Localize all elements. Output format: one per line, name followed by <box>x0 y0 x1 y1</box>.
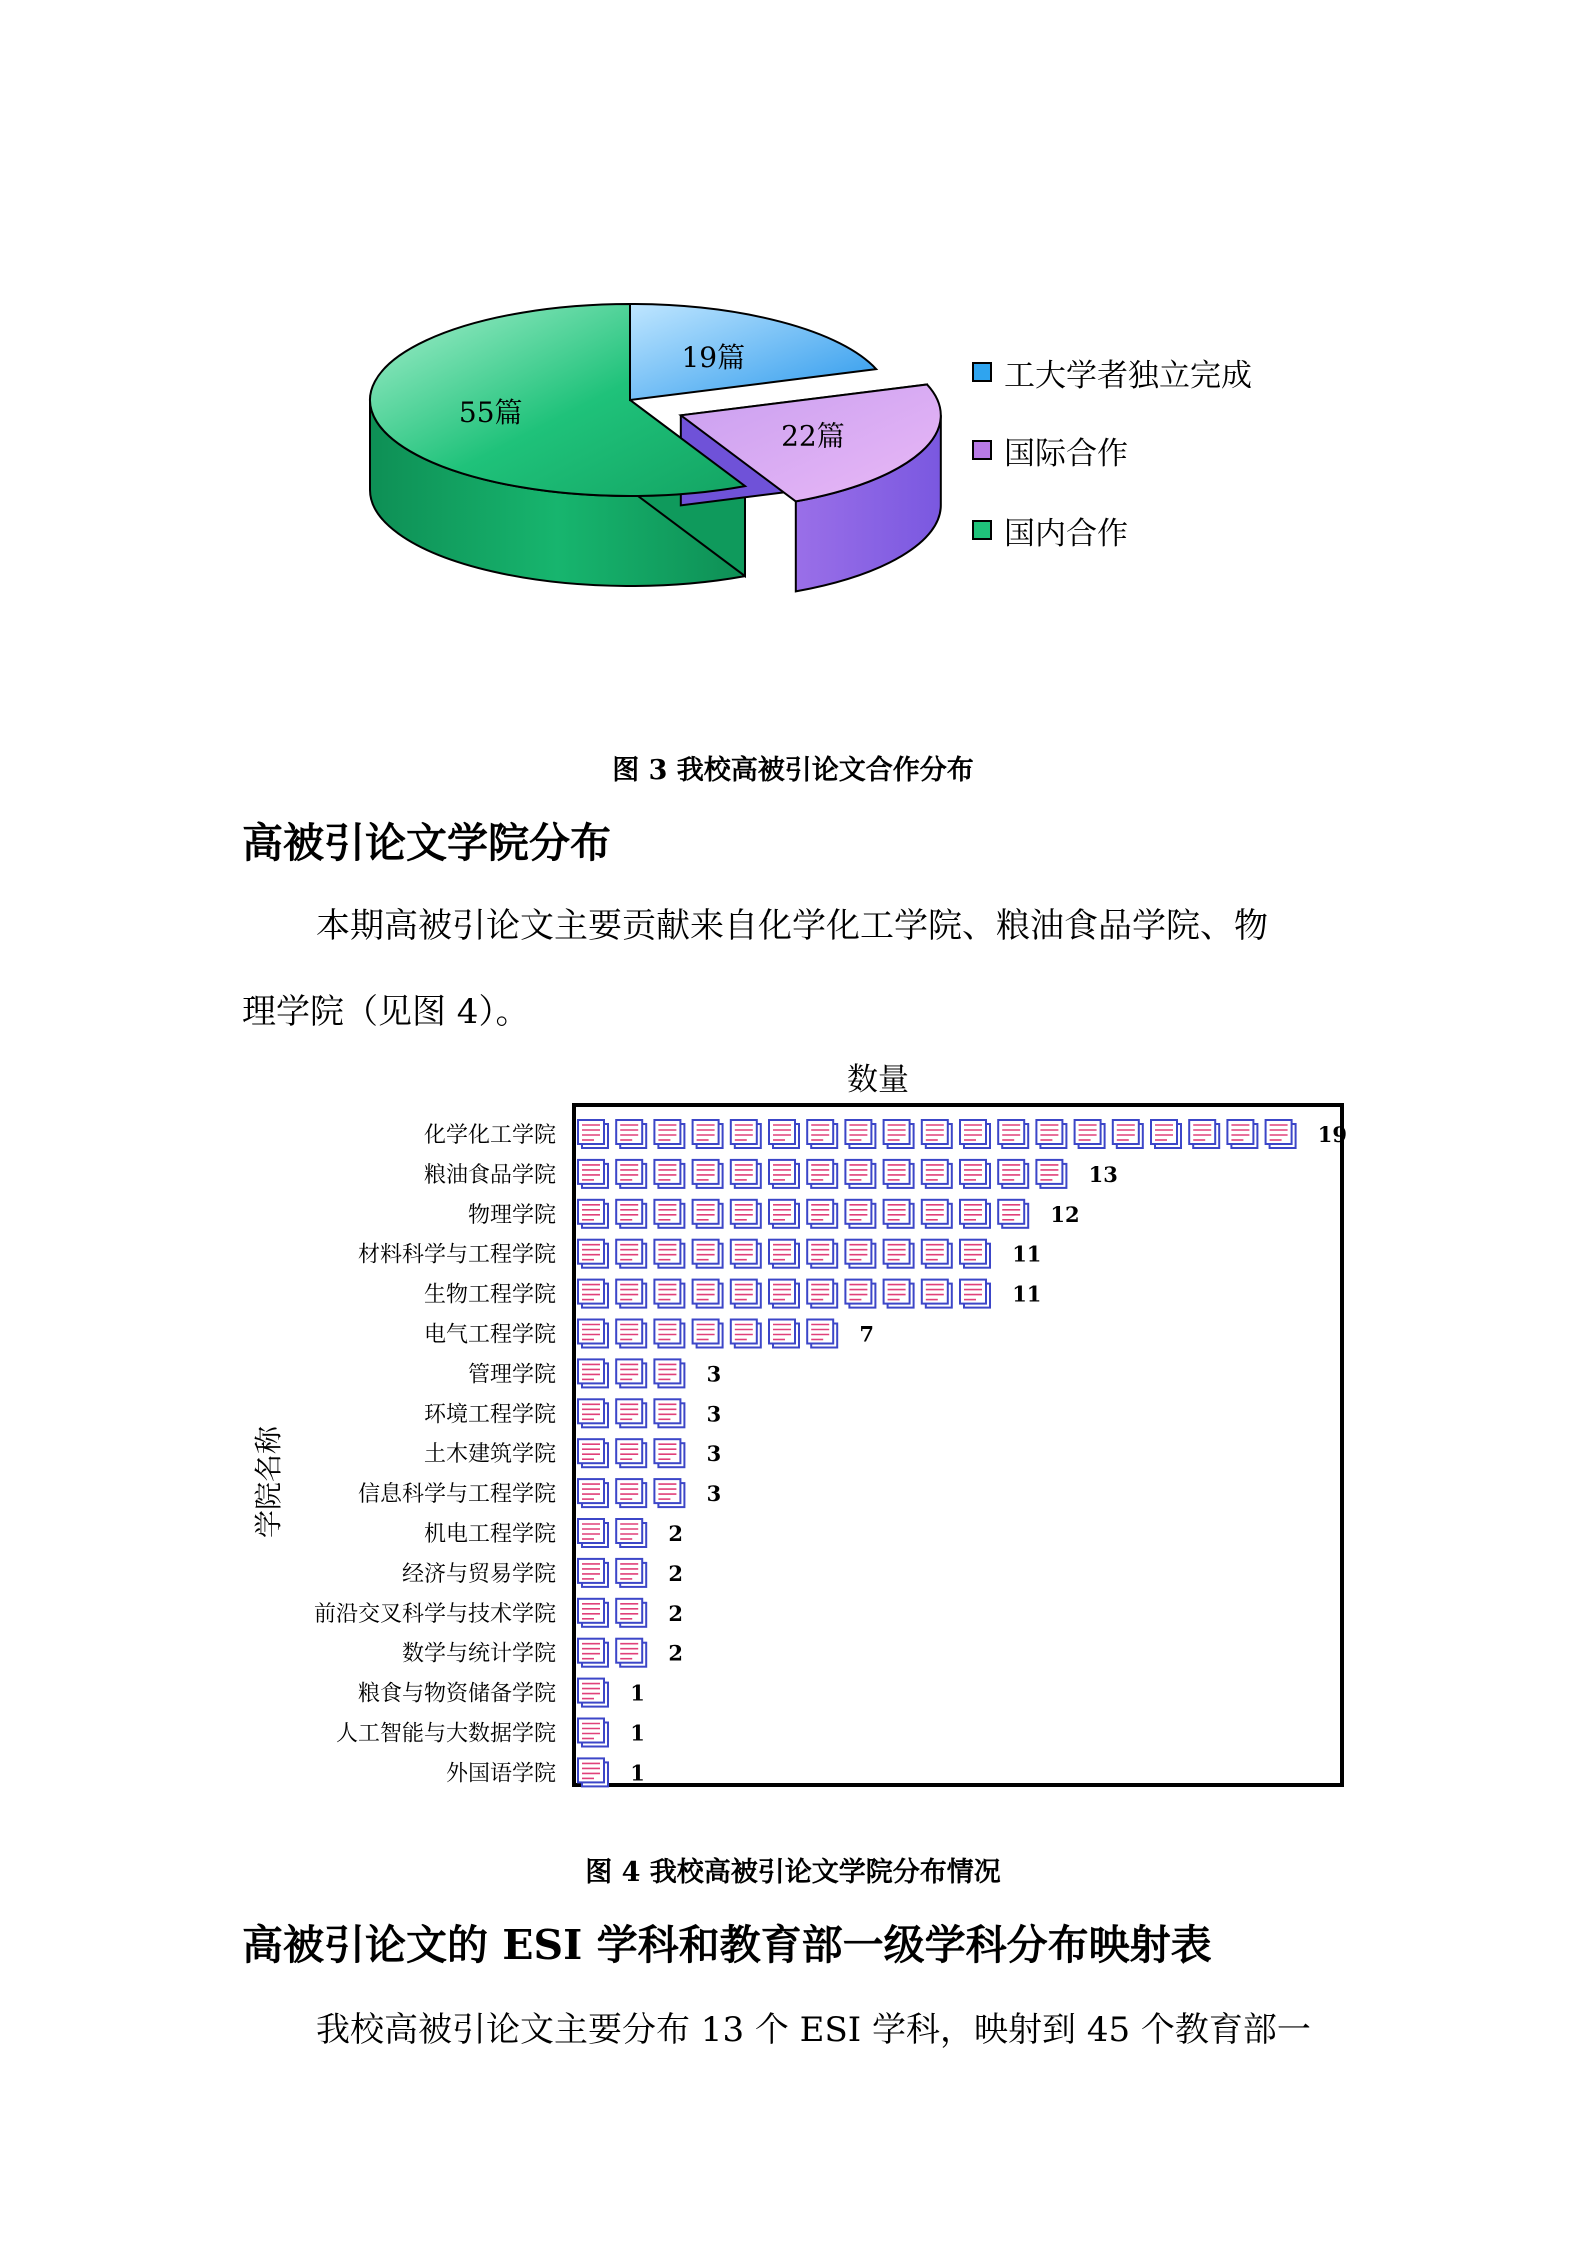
document-icon <box>693 1160 723 1188</box>
bar <box>578 1519 646 1547</box>
document-icon <box>845 1120 875 1148</box>
document-icon <box>807 1160 837 1188</box>
college-bar-chart <box>0 1050 1586 1800</box>
document-icon <box>578 1200 608 1228</box>
document-icon <box>616 1439 646 1467</box>
bar <box>578 1120 1296 1148</box>
document-icon <box>769 1160 799 1188</box>
paragraph-esi-line-1: 我校高被引论文主要分布 13 个 ESI 学科，映射到 45 个教育部一 <box>316 2010 1311 2050</box>
pie-data-label: 55篇 <box>458 395 523 429</box>
figure4-caption: 图 4 我校高被引论文学院分布情况 <box>585 1857 1001 1888</box>
document-icon <box>998 1160 1028 1188</box>
data-label: 3 <box>706 1481 722 1507</box>
category-label: 材料科学与工程学院 <box>357 1242 556 1268</box>
bar <box>578 1758 608 1786</box>
bar-row <box>424 1120 1347 1148</box>
document-icon <box>845 1160 875 1188</box>
data-label: 1 <box>630 1760 645 1786</box>
pie-slice-0 <box>630 304 876 400</box>
document-icon <box>807 1240 837 1268</box>
document-icon <box>769 1280 799 1308</box>
document-icon <box>998 1200 1028 1228</box>
document-icon <box>1151 1120 1181 1148</box>
document-icon <box>693 1120 723 1148</box>
document-icon <box>807 1280 837 1308</box>
document-icon <box>884 1240 914 1268</box>
document-icon <box>578 1399 608 1427</box>
bar <box>578 1280 990 1308</box>
document-icon <box>884 1200 914 1228</box>
document-icon <box>578 1479 608 1507</box>
document-icon <box>654 1479 684 1507</box>
paragraph-line-1: 本期高被引论文主要贡献来自化学化工学院、粮油食品学院、物 <box>316 906 1268 946</box>
category-label: 粮食与物资储备学院 <box>357 1681 556 1707</box>
category-label: 人工智能与大数据学院 <box>335 1721 556 1747</box>
data-label: 12 <box>1050 1201 1080 1227</box>
data-label: 3 <box>706 1401 722 1427</box>
document-icon <box>616 1479 646 1507</box>
document-icon <box>616 1240 646 1268</box>
category-label: 数学与统计学院 <box>401 1641 556 1667</box>
bar <box>578 1599 646 1627</box>
document-icon <box>578 1280 608 1308</box>
document-icon <box>960 1280 990 1308</box>
document-icon <box>960 1120 990 1148</box>
document-icon <box>1266 1120 1296 1148</box>
plot-frame <box>574 1105 1342 1785</box>
document-icon <box>731 1320 761 1348</box>
section-heading-esi: 高被引论文的 ESI 学科和教育部一级学科分布映射表 <box>242 1921 1212 1969</box>
document-icon <box>769 1240 799 1268</box>
document-icon <box>845 1280 875 1308</box>
pie-slices <box>370 304 941 591</box>
data-label: 1 <box>630 1720 645 1746</box>
document-icon <box>616 1519 646 1547</box>
document-icon <box>769 1120 799 1148</box>
bar-row <box>424 1160 1118 1188</box>
bar-row <box>336 1719 645 1747</box>
bar <box>578 1240 990 1268</box>
document-icon <box>960 1200 990 1228</box>
document-icon <box>654 1399 684 1427</box>
document-icon <box>807 1200 837 1228</box>
document-icon <box>731 1200 761 1228</box>
document-icon <box>922 1160 952 1188</box>
legend-swatch-green <box>972 520 992 540</box>
legend-label-independent: 工大学者独立完成 <box>1004 357 1252 394</box>
document-icon <box>616 1599 646 1627</box>
bar-row <box>424 1320 874 1348</box>
document-icon <box>616 1639 646 1667</box>
bar <box>578 1479 684 1507</box>
legend-swatch-blue <box>972 362 992 382</box>
document-icon <box>884 1280 914 1308</box>
document-icon <box>654 1280 684 1308</box>
legend-label-international: 国际合作 <box>1004 435 1128 472</box>
document-icon <box>578 1559 608 1587</box>
document-icon <box>693 1200 723 1228</box>
figure3-caption: 图 3 我校高被引论文合作分布 <box>612 755 974 786</box>
document-icon <box>654 1200 684 1228</box>
data-label: 2 <box>668 1640 684 1666</box>
document-icon <box>578 1599 608 1627</box>
document-icon <box>616 1359 646 1387</box>
bars <box>314 1120 1347 1786</box>
document-icon <box>922 1280 952 1308</box>
document-icon <box>731 1240 761 1268</box>
document-icon <box>884 1120 914 1148</box>
document-icon <box>693 1240 723 1268</box>
data-label: 1 <box>630 1680 645 1706</box>
document-icon <box>578 1639 608 1667</box>
category-label: 经济与贸易学院 <box>401 1561 556 1587</box>
category-label: 外国语学院 <box>445 1761 556 1787</box>
data-label: 2 <box>668 1600 684 1626</box>
bar <box>578 1439 684 1467</box>
bar <box>578 1679 608 1707</box>
category-label: 管理学院 <box>467 1362 556 1388</box>
legend-item-domestic <box>972 510 1128 550</box>
bar-row <box>468 1200 1080 1228</box>
document-icon <box>654 1240 684 1268</box>
document-icon <box>731 1120 761 1148</box>
document-icon <box>578 1679 608 1707</box>
category-label: 机电工程学院 <box>423 1522 556 1547</box>
document-icon <box>616 1160 646 1188</box>
category-label: 粮油食品学院 <box>423 1162 556 1188</box>
data-label: 3 <box>706 1361 722 1387</box>
bar <box>578 1559 646 1587</box>
bar-row <box>358 1479 721 1507</box>
document-icon <box>769 1320 799 1348</box>
category-label: 土木建筑学院 <box>423 1442 556 1468</box>
data-label: 13 <box>1088 1161 1118 1187</box>
document-icon <box>654 1320 684 1348</box>
document-icon <box>578 1758 608 1786</box>
bar-row <box>424 1280 1041 1308</box>
data-label: 3 <box>706 1441 722 1467</box>
document-icon <box>654 1439 684 1467</box>
document-icon <box>922 1240 952 1268</box>
pie-data-label: 19篇 <box>681 341 746 375</box>
data-label: 2 <box>668 1521 684 1546</box>
pie-data-label: 22篇 <box>781 419 845 453</box>
bar <box>578 1719 608 1747</box>
document-icon <box>578 1320 608 1348</box>
document-icon <box>578 1519 608 1547</box>
category-label: 生物工程学院 <box>423 1282 556 1308</box>
section-heading-college: 高被引论文学院分布 <box>242 819 611 867</box>
document-icon <box>1113 1120 1143 1148</box>
document-icon <box>616 1559 646 1587</box>
data-label: 11 <box>1012 1281 1042 1307</box>
document-icon <box>578 1120 608 1148</box>
legend-swatch-purple <box>972 440 992 460</box>
document-icon <box>960 1160 990 1188</box>
bar <box>578 1160 1066 1188</box>
bar-row <box>402 1639 683 1667</box>
document-icon <box>1075 1120 1105 1148</box>
document-icon <box>654 1120 684 1148</box>
bar-row <box>468 1359 721 1387</box>
document-icon <box>578 1240 608 1268</box>
document-icon <box>769 1200 799 1228</box>
paragraph-line-2: 理学院（见图 4）。 <box>242 992 530 1032</box>
bar <box>578 1200 1028 1228</box>
category-label: 环境工程学院 <box>423 1402 556 1428</box>
category-label: 前沿交叉科学与技术学院 <box>313 1601 556 1627</box>
legend-item-independent <box>972 352 1252 392</box>
bar-row <box>358 1679 645 1707</box>
document-icon <box>922 1200 952 1228</box>
document-icon <box>578 1719 608 1747</box>
document-icon <box>578 1439 608 1467</box>
document-icon <box>616 1120 646 1148</box>
document-icon <box>998 1120 1028 1148</box>
document-icon <box>616 1200 646 1228</box>
bar <box>578 1399 684 1427</box>
document-icon <box>693 1280 723 1308</box>
bar-row <box>358 1240 1041 1268</box>
bar <box>578 1359 684 1387</box>
category-label: 物理学院 <box>467 1202 556 1228</box>
category-label: 化学化工学院 <box>423 1123 556 1148</box>
document-icon <box>1036 1120 1066 1148</box>
document-icon <box>616 1399 646 1427</box>
document-icon <box>731 1160 761 1188</box>
data-label: 2 <box>668 1560 684 1586</box>
document-icon <box>845 1240 875 1268</box>
chart-title: 数量 <box>847 1062 909 1098</box>
document-icon <box>884 1160 914 1188</box>
document-icon <box>654 1160 684 1188</box>
document-icon <box>616 1280 646 1308</box>
category-label: 信息科学与工程学院 <box>357 1482 556 1508</box>
bar <box>578 1639 646 1667</box>
legend-item-international <box>972 430 1128 470</box>
document-icon <box>654 1359 684 1387</box>
document-icon <box>960 1240 990 1268</box>
data-label: 7 <box>859 1321 875 1347</box>
legend-label-domestic: 国内合作 <box>1004 515 1128 552</box>
document-icon <box>616 1320 646 1348</box>
document-icon <box>845 1200 875 1228</box>
document-icon <box>922 1120 952 1148</box>
bar-row <box>314 1599 683 1627</box>
bar-row <box>424 1519 683 1547</box>
data-label: 11 <box>1012 1241 1042 1267</box>
data-label: 19 <box>1317 1122 1348 1147</box>
document-icon <box>1189 1120 1219 1148</box>
document-icon <box>578 1160 608 1188</box>
document-icon <box>731 1280 761 1308</box>
y-axis-label: 学院名称 <box>252 1425 285 1539</box>
bar-row <box>446 1758 645 1786</box>
document-icon <box>1036 1160 1066 1188</box>
document-icon <box>807 1120 837 1148</box>
document-icon <box>807 1320 837 1348</box>
document-icon <box>1227 1120 1257 1148</box>
document-icon <box>693 1320 723 1348</box>
bar <box>578 1320 837 1348</box>
document-icon <box>578 1359 608 1387</box>
collaboration-pie-chart <box>340 300 980 630</box>
bar-row <box>402 1559 683 1587</box>
category-label: 电气工程学院 <box>423 1322 556 1348</box>
